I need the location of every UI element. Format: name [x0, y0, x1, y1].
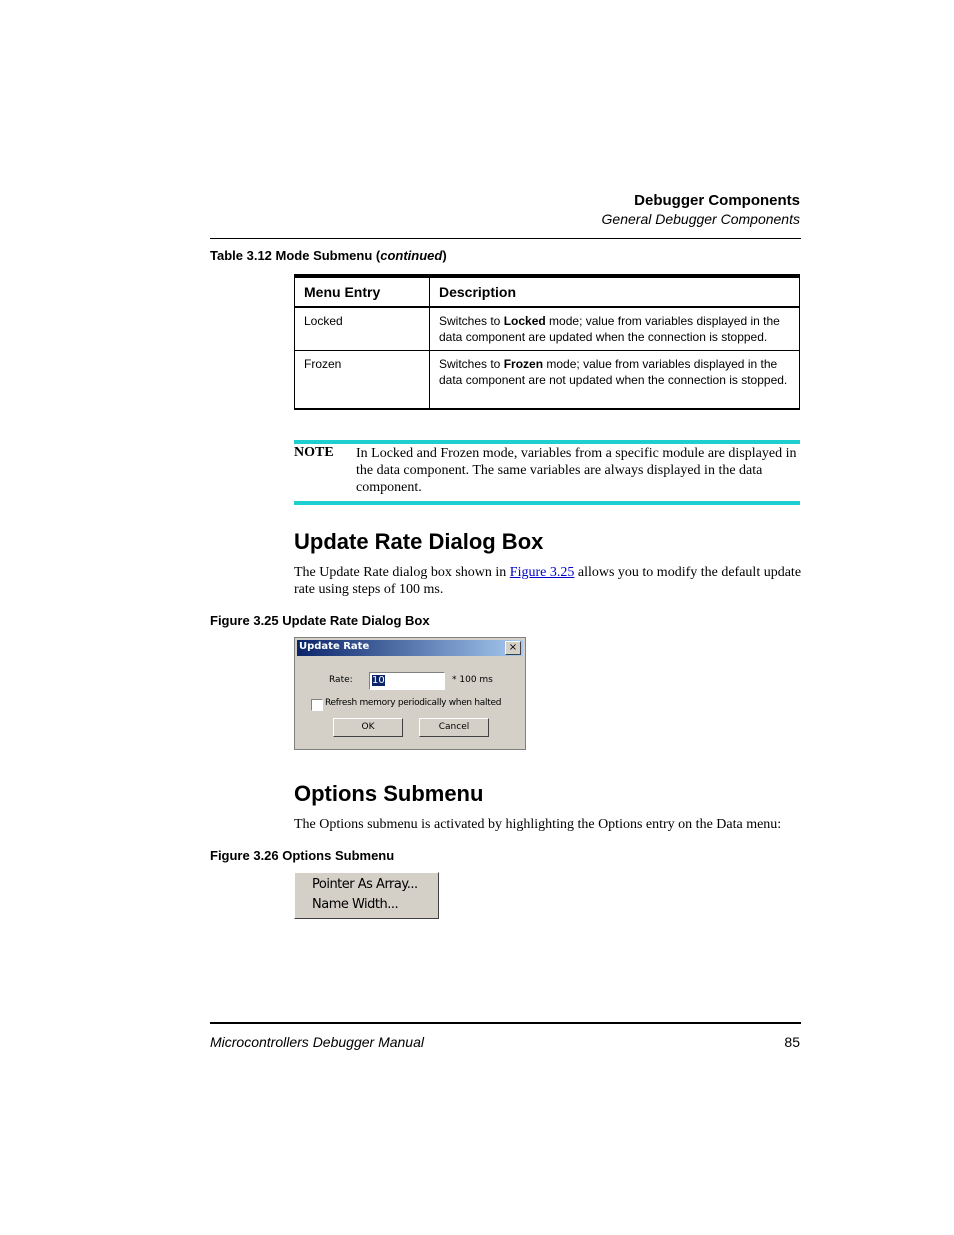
close-icon: ×: [508, 642, 518, 653]
mode-submenu-table: [294, 274, 800, 410]
note-rule-top: [294, 440, 800, 444]
figure-caption-3-26: Figure 3.26 Options Submenu: [210, 848, 395, 863]
dialog-titlebar: [297, 640, 523, 656]
menu-item-name-width[interactable]: Name Width...: [312, 897, 399, 912]
update-rate-paragraph: The Update Rate dialog box shown in Figure 3.25 allows you to modify the default update rate using steps of 100 ms.: [294, 565, 802, 597]
running-header-subtitle: General Debugger Components: [601, 211, 800, 227]
footer-manual-title: Microcontrollers Debugger Manual: [210, 1034, 424, 1050]
refresh-checkbox-label: Refresh memory periodically when halted: [325, 698, 502, 708]
options-paragraph: The Options submenu is activated by highlighting the Options entry on the Data menu:: [294, 817, 782, 832]
rate-input[interactable]: 10: [369, 672, 445, 690]
cell-entry: Frozen: [295, 351, 430, 409]
table-caption: Table 3.12 Mode Submenu (continued): [210, 248, 447, 263]
cell-description: Switches to Locked mode; value from variables displayed in the data component are updated when the connection is stopped.: [430, 307, 800, 351]
ok-button[interactable]: OK: [333, 718, 403, 737]
note-text: In Locked and Frozen mode, variables from a specific module are displayed in the data component. The same variables are always displayed in the data component.: [356, 446, 797, 495]
figure-caption-3-25: Figure 3.25 Update Rate Dialog Box: [210, 613, 430, 628]
update-rate-dialog: [294, 637, 526, 750]
section-heading-update-rate: Update Rate Dialog Box: [294, 529, 544, 554]
table-row: [295, 351, 800, 409]
cell-entry: Locked: [295, 307, 430, 351]
note-rule-bottom: [294, 501, 800, 505]
cell-description: Switches to Frozen mode; value from variables displayed in the data component are not updated when the connection is stopped.: [430, 351, 800, 409]
note-label: NOTE: [294, 445, 334, 460]
section-heading-options: Options Submenu: [294, 781, 484, 806]
dialog-title: Update Rate: [299, 641, 370, 652]
column-header-description: Description: [430, 276, 800, 307]
options-submenu: [294, 872, 439, 919]
column-header-menu-entry: Menu Entry: [295, 276, 430, 307]
rate-label: Rate:: [329, 675, 353, 685]
close-button[interactable]: [505, 641, 521, 655]
footer-rule: [210, 1022, 801, 1024]
refresh-checkbox[interactable]: [311, 699, 323, 711]
header-rule: [210, 238, 801, 239]
running-header-title: Debugger Components: [634, 192, 800, 209]
menu-item-pointer-as-array[interactable]: Pointer As Array...: [312, 877, 418, 892]
figure-link[interactable]: Figure 3.25: [509, 565, 575, 580]
page-number: 85: [784, 1034, 800, 1050]
cancel-button[interactable]: Cancel: [419, 718, 489, 737]
rate-unit-label: * 100 ms: [452, 675, 493, 685]
table-row: [295, 307, 800, 351]
